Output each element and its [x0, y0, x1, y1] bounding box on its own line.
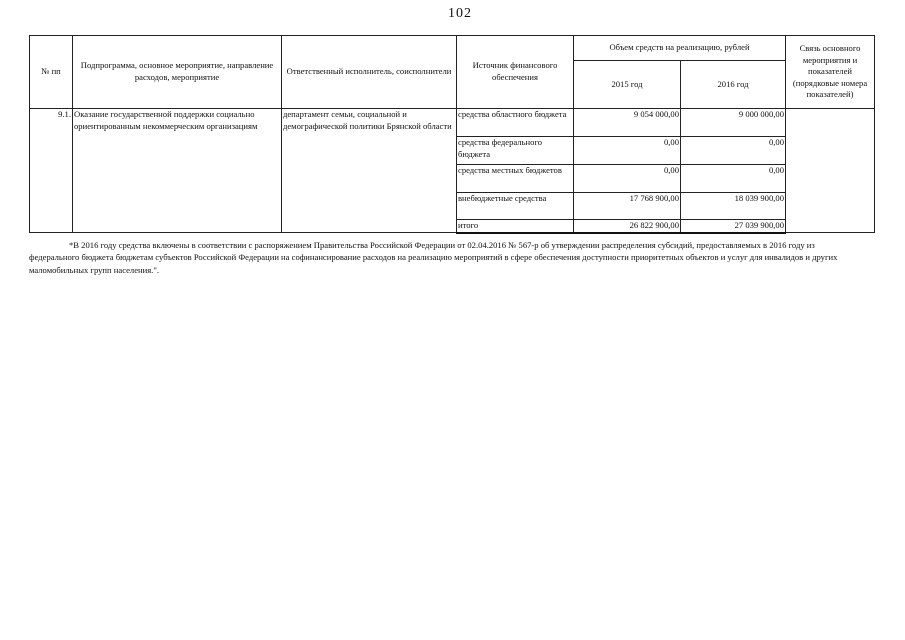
total-2015: 26 822 900,00: [574, 220, 681, 233]
header-executor: Ответственный исполнитель, соисполнители: [282, 36, 457, 109]
source-label: средства областного бюджета: [457, 109, 574, 137]
budget-table: [29, 35, 875, 234]
value-2015: 17 768 900,00: [574, 193, 681, 220]
source-label: средства местных бюджетов: [457, 165, 574, 193]
row-indicator-link: [786, 109, 875, 233]
header-row-1: [30, 36, 875, 61]
header-subprogram: Подпрограмма, основное мероприятие, направление расходов, мероприятие: [73, 36, 282, 109]
header-source: Источник финансового обеспечения: [457, 36, 574, 109]
row-executor: департамент семьи, социальной и демографической политики Брянской области: [282, 109, 457, 233]
value-2016: 0,00: [681, 165, 786, 193]
header-volume: Объем средств на реализацию, рублей: [574, 36, 786, 61]
source-label: внебюджетные средства: [457, 193, 574, 220]
footnote: *В 2016 году средства включены в соответствии с распоряжением Правительства Российской Федерации от 02.04.2016 № 567-р об утверждении распределения субсидий, предоставляемых в 2016 году из федерального бюджета бюджетам субъектов Российской Федерации на софинансирование расходов на реализацию мероприятий в сфере обеспечения доступности приоритетных объектов и услуг для инвалидов и других маломобильных групп населения.".: [29, 240, 838, 275]
header-indicator-link: Связь основного мероприятия и показателей (порядковые номера показателей): [786, 36, 875, 109]
page-number: 102: [448, 6, 472, 21]
header-number: № пп: [30, 36, 73, 109]
source-label: средства федерального бюджета: [457, 137, 574, 165]
table-row: [30, 109, 875, 137]
value-2015: 0,00: [574, 137, 681, 165]
row-subprogram: Оказание государственной поддержки социально ориентированным некоммерческим организациям: [73, 109, 282, 233]
value-2015: 0,00: [574, 165, 681, 193]
total-2016: 27 039 900,00: [681, 220, 786, 233]
header-year-2015: 2015 год: [574, 61, 681, 109]
header-year-2016: 2016 год: [681, 61, 786, 109]
value-2016: 9 000 000,00: [681, 109, 786, 137]
value-2015: 9 054 000,00: [574, 109, 681, 137]
total-label: итого: [457, 220, 574, 233]
value-2016: 0,00: [681, 137, 786, 165]
row-number: 9.1.: [30, 109, 73, 233]
value-2016: 18 039 900,00: [681, 193, 786, 220]
